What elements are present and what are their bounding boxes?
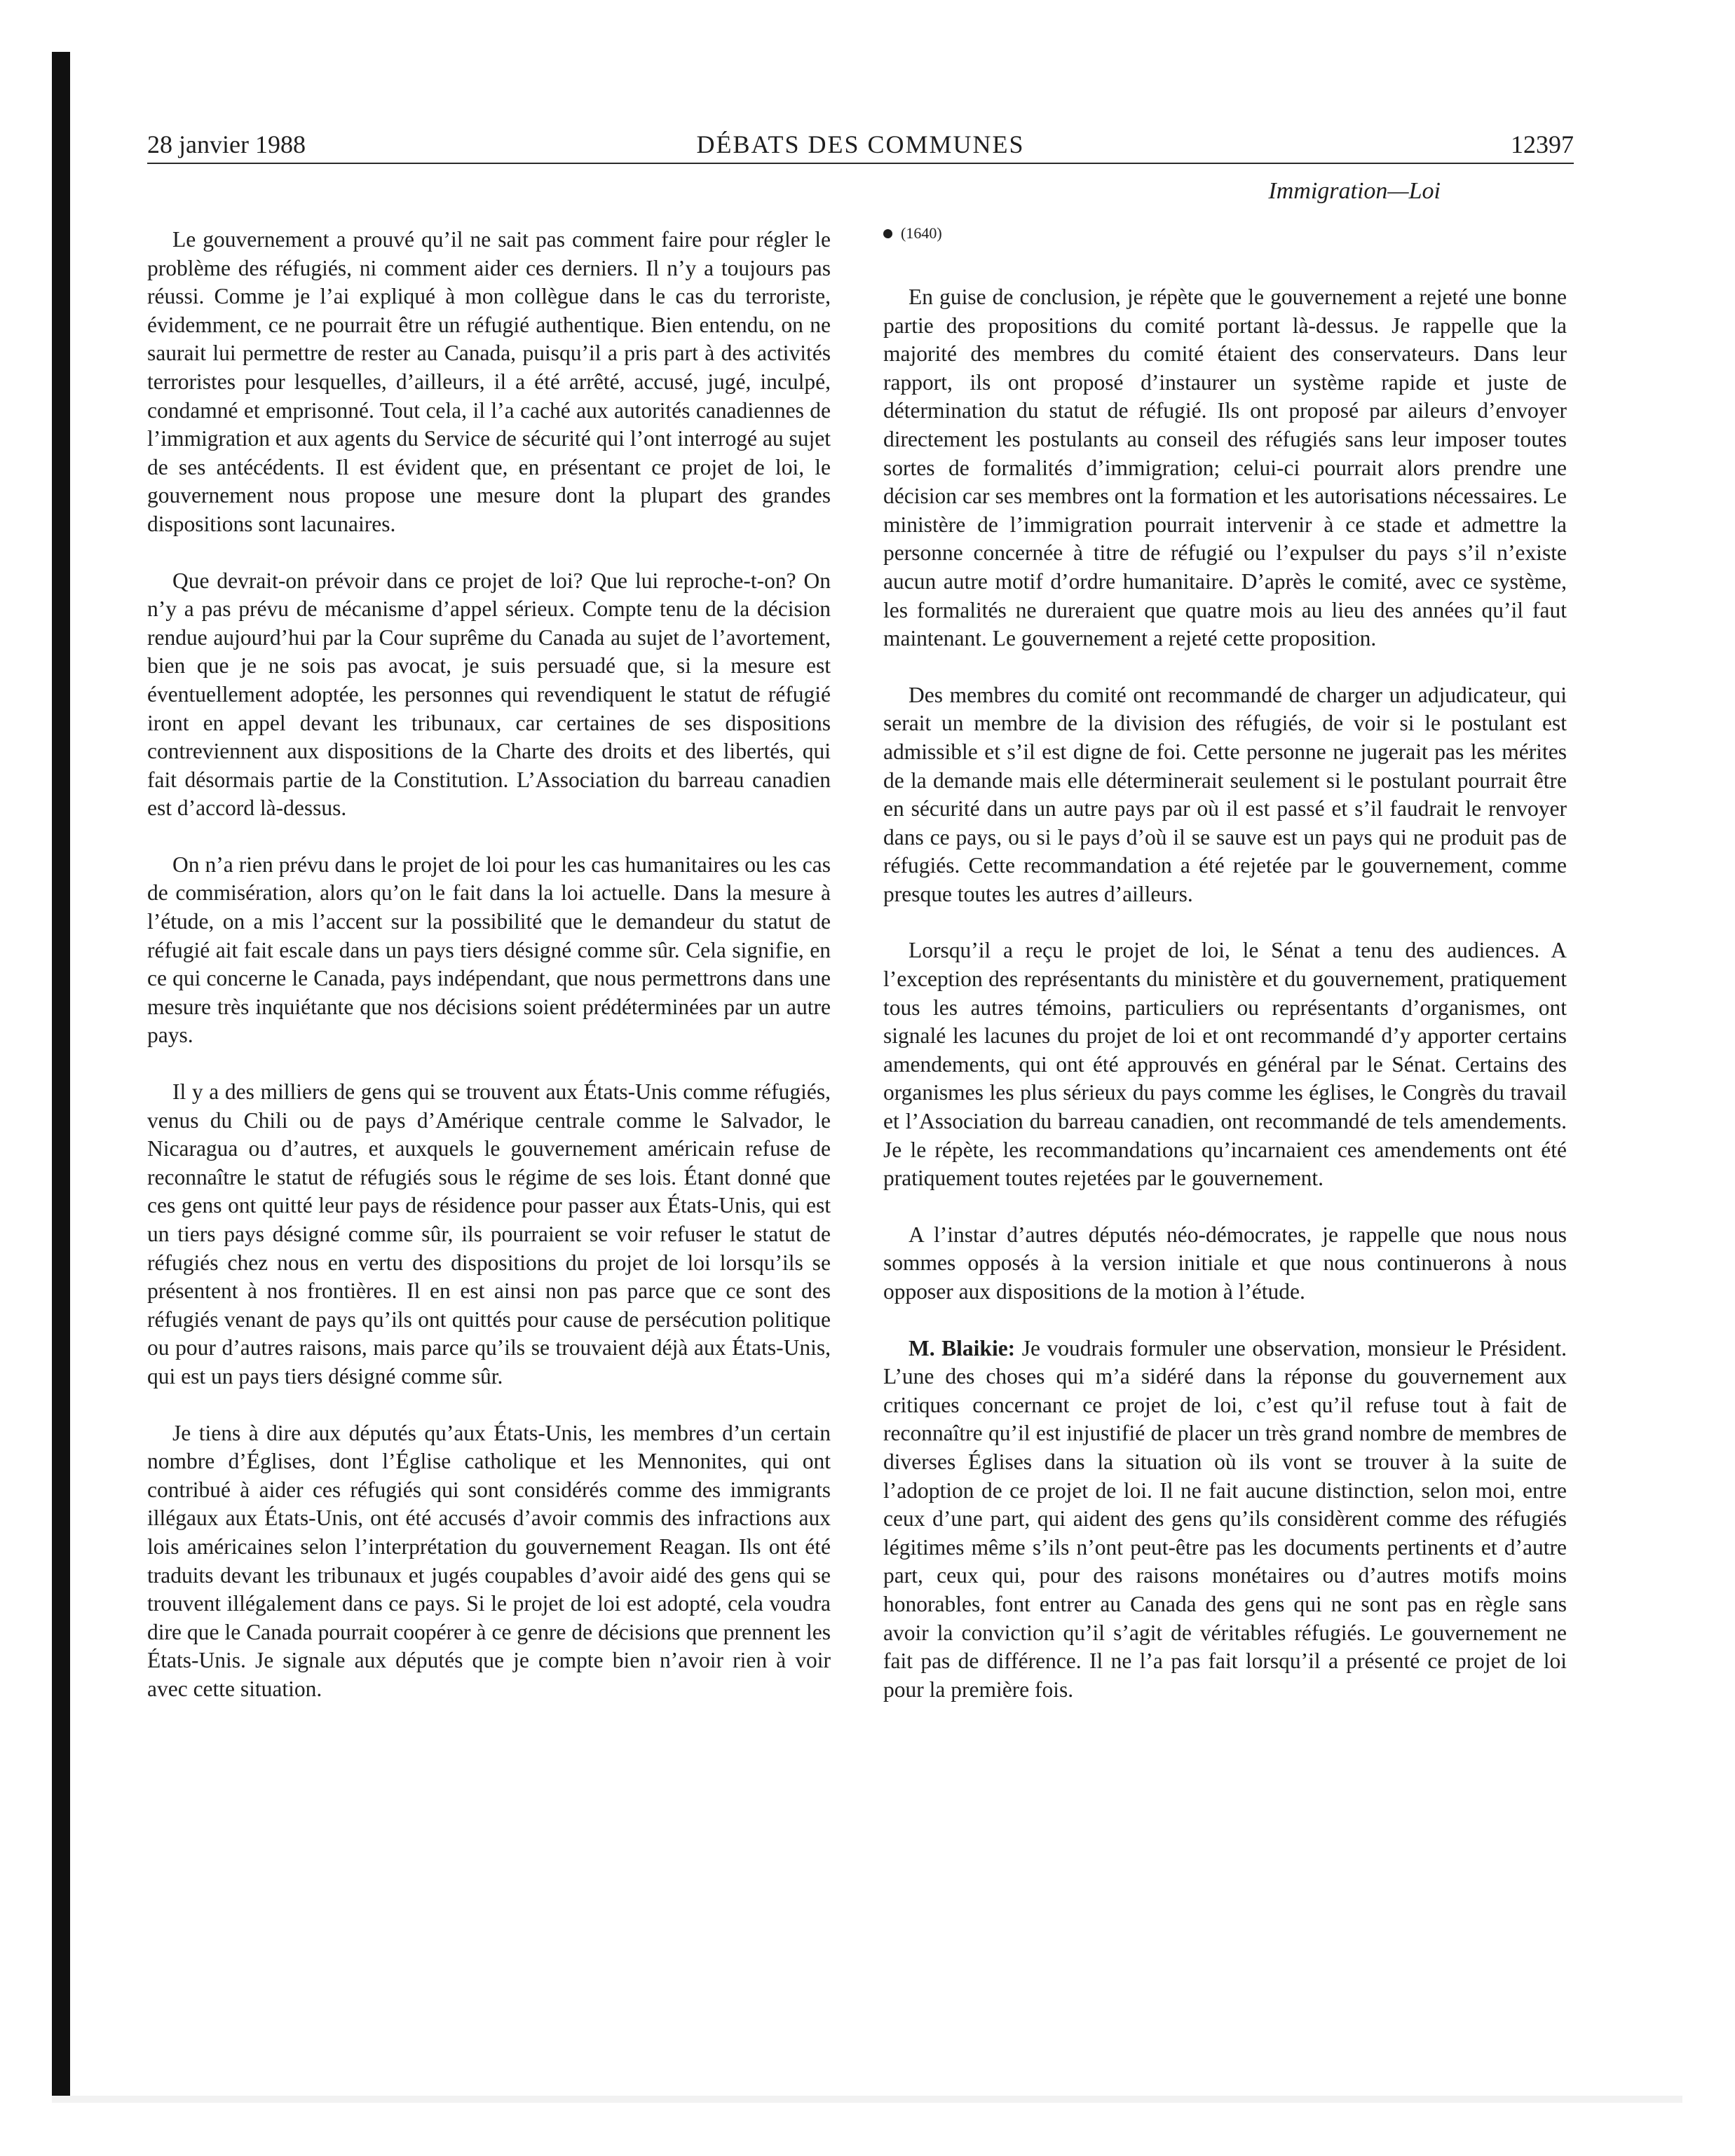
left-paragraph-5: Je tiens à dire aux députés qu’aux États-Unis, les membres d’un certain nombre d’Églises, dont l’Église catholique et les Mennonites, qui ont contribué à aider ces réfugiés qui sont considérés comme des immigrants illégaux aux États-Unis, ont été accusés d’avoir commis des infractions aux lois américaines selon l’interprétation du gouvernement Reagan. Ils ont été traduits devant les tribunaux et jugés coupables d’avoir aidé des gens qui se trouvent illégalement dans ce pays. Si le projet de loi est adopté, cela voudra dire que le Canada pourrait coopérer à ce genre de décisions que prennent les États-Unis. Je signale aux députés que je compte bien n’avoir rien à voir avec cette situation. — [147, 1420, 831, 1701]
right-paragraph-2: Des membres du comité ont recommandé de charger un adjudicateur, qui serait un membre de la division des réfugiés, de voir si le postulant est admissible et s’il est digne de foi. Cette personne ne jugerait pas les mérites de la demande mais elle déterminerait seulement si le postulant pourrait être en sécurité dans un autre pays par où il est passé et s’il faudrait le renvoyer dans ce pays, ou si le pays d’où il se sauve est un pays qui ne produit pas de réfugiés. Cette recommandation a été rejetée par le gouvernement, comme presque toutes les autres d’ailleurs. — [883, 682, 1567, 906]
page-header — [147, 126, 1574, 164]
timestamp-text: (1640) — [901, 224, 942, 242]
left-paragraph-2: Que devrait-on prévoir dans ce projet de loi? Que lui reproche-t-on? On n’y a pas prévu de mécanisme d’appel sérieux. Compte tenu de la décision rendue aujourd’hui par la Cour suprême du Canada au sujet de l’avortement, bien que je ne sois pas avocat, je suis persuadé que, si la mesure est éventuellement adoptée, les personnes qui revendiquent le statut de réfugié iront en appel devant les tribunaux, car certaines de ses dispositions contreviennent aux dispositions de la Charte des droits et des libertés, qui fait désormais partie de la Constitution. L’Association du barreau canadien est d’accord là-dessus. — [147, 568, 831, 821]
time-marker — [883, 223, 1567, 244]
document-page — [147, 126, 1574, 2005]
header-title: DÉBATS DES COMMUNES — [696, 130, 1025, 158]
speaker-name: M. Blaikie: — [909, 1335, 1016, 1360]
speech-paragraph — [883, 1335, 1567, 1705]
right-paragraph-4: A l’instar d’autres députés néo-démocrates, je rappelle que nous nous sommes opposés à la version initiale et que nous continuerons à nous opposer aux dispositions de la motion à l’étude. — [883, 1222, 1567, 1304]
left-paragraph-3: On n’a rien prévu dans le projet de loi pour les cas humanitaires ou les cas de commisération, alors qu’on le fait dans la loi actuelle. Dans la mesure à l’étude, on a mis l’accent sur la possibilité que le demandeur du statut de réfugié ait fait escale dans un pays tiers désigné comme sûr. Cela signifie, en ce qui concerne le Canada, pays indépendant, que nous permettrons dans une mesure très inquiétante que nos décisions soient prédéterminées par un autre pays. — [147, 852, 831, 1048]
header-date: 28 janvier 1988 — [147, 130, 306, 158]
right-column — [883, 175, 1567, 1732]
right-paragraph-1: En guise de conclusion, je répète que le gouvernement a rejeté une bonne partie des propositions du comité portant là-dessus. Je rappelle que la majorité des membres du comité étaient des conservateurs. Dans leur rapport, ils ont proposé d’instaurer un système rapide et juste de détermination du statut de réfugié. Ils ont proposé par aileurs d’envoyer directement les postulants au conseil des réfugiés sans leur imposer toutes sortes de formalités d’immigration; celui-ci pourrait alors prendre une décision car ses membres ont la formation et les autorisations nécessaires. Le ministère de l’immigration pourrait intervenir à ce stade et admettre la personne concernée à titre de réfugié ou l’expulser du pays s’il n’existe aucun autre motif d’ordre humanitaire. D’après le comité, avec ce système, les formalités ne dureraient que quatre mois au lieu des années qu’il faut maintenant. Le gouvernement a rejeté cette proposition. — [883, 285, 1567, 651]
speech-text: Je voudrais formuler une observation, monsieur le Président. L’une des choses qui m’a sidéré dans la réponse du gouvernement aux critiques concernant ce projet de loi, c’est qu’il refuse tout à fait de reconnaître qu’il est injustifié de placer un très grand nombre de membres de diverses Églises dans la situation où ils vont se trouver à la suite de l’adoption de ce projet de loi. Il ne fait aucune distinction, selon moi, entre ceux d’une part, qui aident des gens qu’ils considèrent comme des réfugiés légitimes même s’ils n’ont peut-être pas les documents pertinents et d’autre part, ceux qui, pour des raisons monétaires ou d’autres motifs moins honorables, font entrer au Canada des gens qui ne sont pas en règle sans avoir la conviction qu’il s’agit de véritables réfugiés. Le gouvernement ne fait pas de différence. Il ne l’a pas fait lorsqu’il a présenté ce projet de loi pour la première fois. — [883, 1335, 1567, 1702]
left-paragraph-4: Il y a des milliers de gens qui se trouvent aux États-Unis comme réfugiés, venus du Chili ou de pays d’Amérique centrale comme le Salvador, le Nicaragua ou d’autres, et auxquels le gouvernement américain refuse de reconnaître le statut de réfugiés sous le régime de ses lois. Étant donné que ces gens ont quitté leur pays de résidence pour passer aux États-Unis, qui est un tiers pays désigné comme sûr, ils pourraient se voir refuser le statut de réfugiés chez nous en vertu des dispositions du projet de loi lorsqu’ils se présentent à nos frontières. Il en est ainsi non pas parce que ce sont des réfugiés venant de pays qu’ils ont quittés pour cause de persécution politique ou pour d’autres raisons, mais parce qu’ils se trouvaient déjà aux États-Unis, qui est un pays tiers désigné comme sûr. — [147, 1079, 831, 1389]
bullet-icon — [883, 229, 892, 238]
left-paragraph-1: Le gouvernement a prouvé qu’il ne sait pas comment faire pour régler le problème des réfugiés, ni comment aider ces derniers. Il n’y a toujours pas réussi. Comme je l’ai expliqué à mon collègue dans le cas du terroriste, évidemment, ce ne pourrait être un réfugié authentique. Bien entendu, on ne saurait lui permettre de rester au Canada, puisqu’il a pris part à des activités terroristes pour lesquelles, d’ailleurs, il a été arrêté, accusé, jugé, inculpé, condamné et emprisonné. Tout cela, il l’a caché aux autorités canadiennes de l’immigration et aux agents du Service de sécurité qui l’ont interrogé au sujet de ses antécédents. Il est évident que, en présentant ce projet de loi, le gouvernement nous propose une mesure dont la plupart des grandes dispositions sont lacunaires. — [147, 227, 831, 536]
header-page-number: 12397 — [1511, 130, 1574, 158]
section-title: Immigration—Loi — [1268, 178, 1441, 204]
scan-edge-bar — [52, 52, 70, 2103]
right-paragraph-3: Lorsqu’il a reçu le projet de loi, le Sénat a tenu des audiences. A l’exception des représentants du ministère et du gouvernement, pratiquement tous les autres témoins, particuliers ou représentants d’organismes, ont signalé les lacunes du projet de loi et ont recommandé d’y apporter certains amendements, qui ont été approuvés en général par le Sénat. Certains des organismes les plus sérieux du pays comme les églises, le Congrès du travail et l’Association du barreau canadien, ont recommandé de tels amendements. Je le répète, les recommandations qu’incarnaient ces amendements ont été pratiquement toutes rejetées par le gouvernement. — [883, 938, 1567, 1191]
left-column — [147, 226, 831, 1732]
scan-bottom-edge — [52, 2096, 1682, 2103]
